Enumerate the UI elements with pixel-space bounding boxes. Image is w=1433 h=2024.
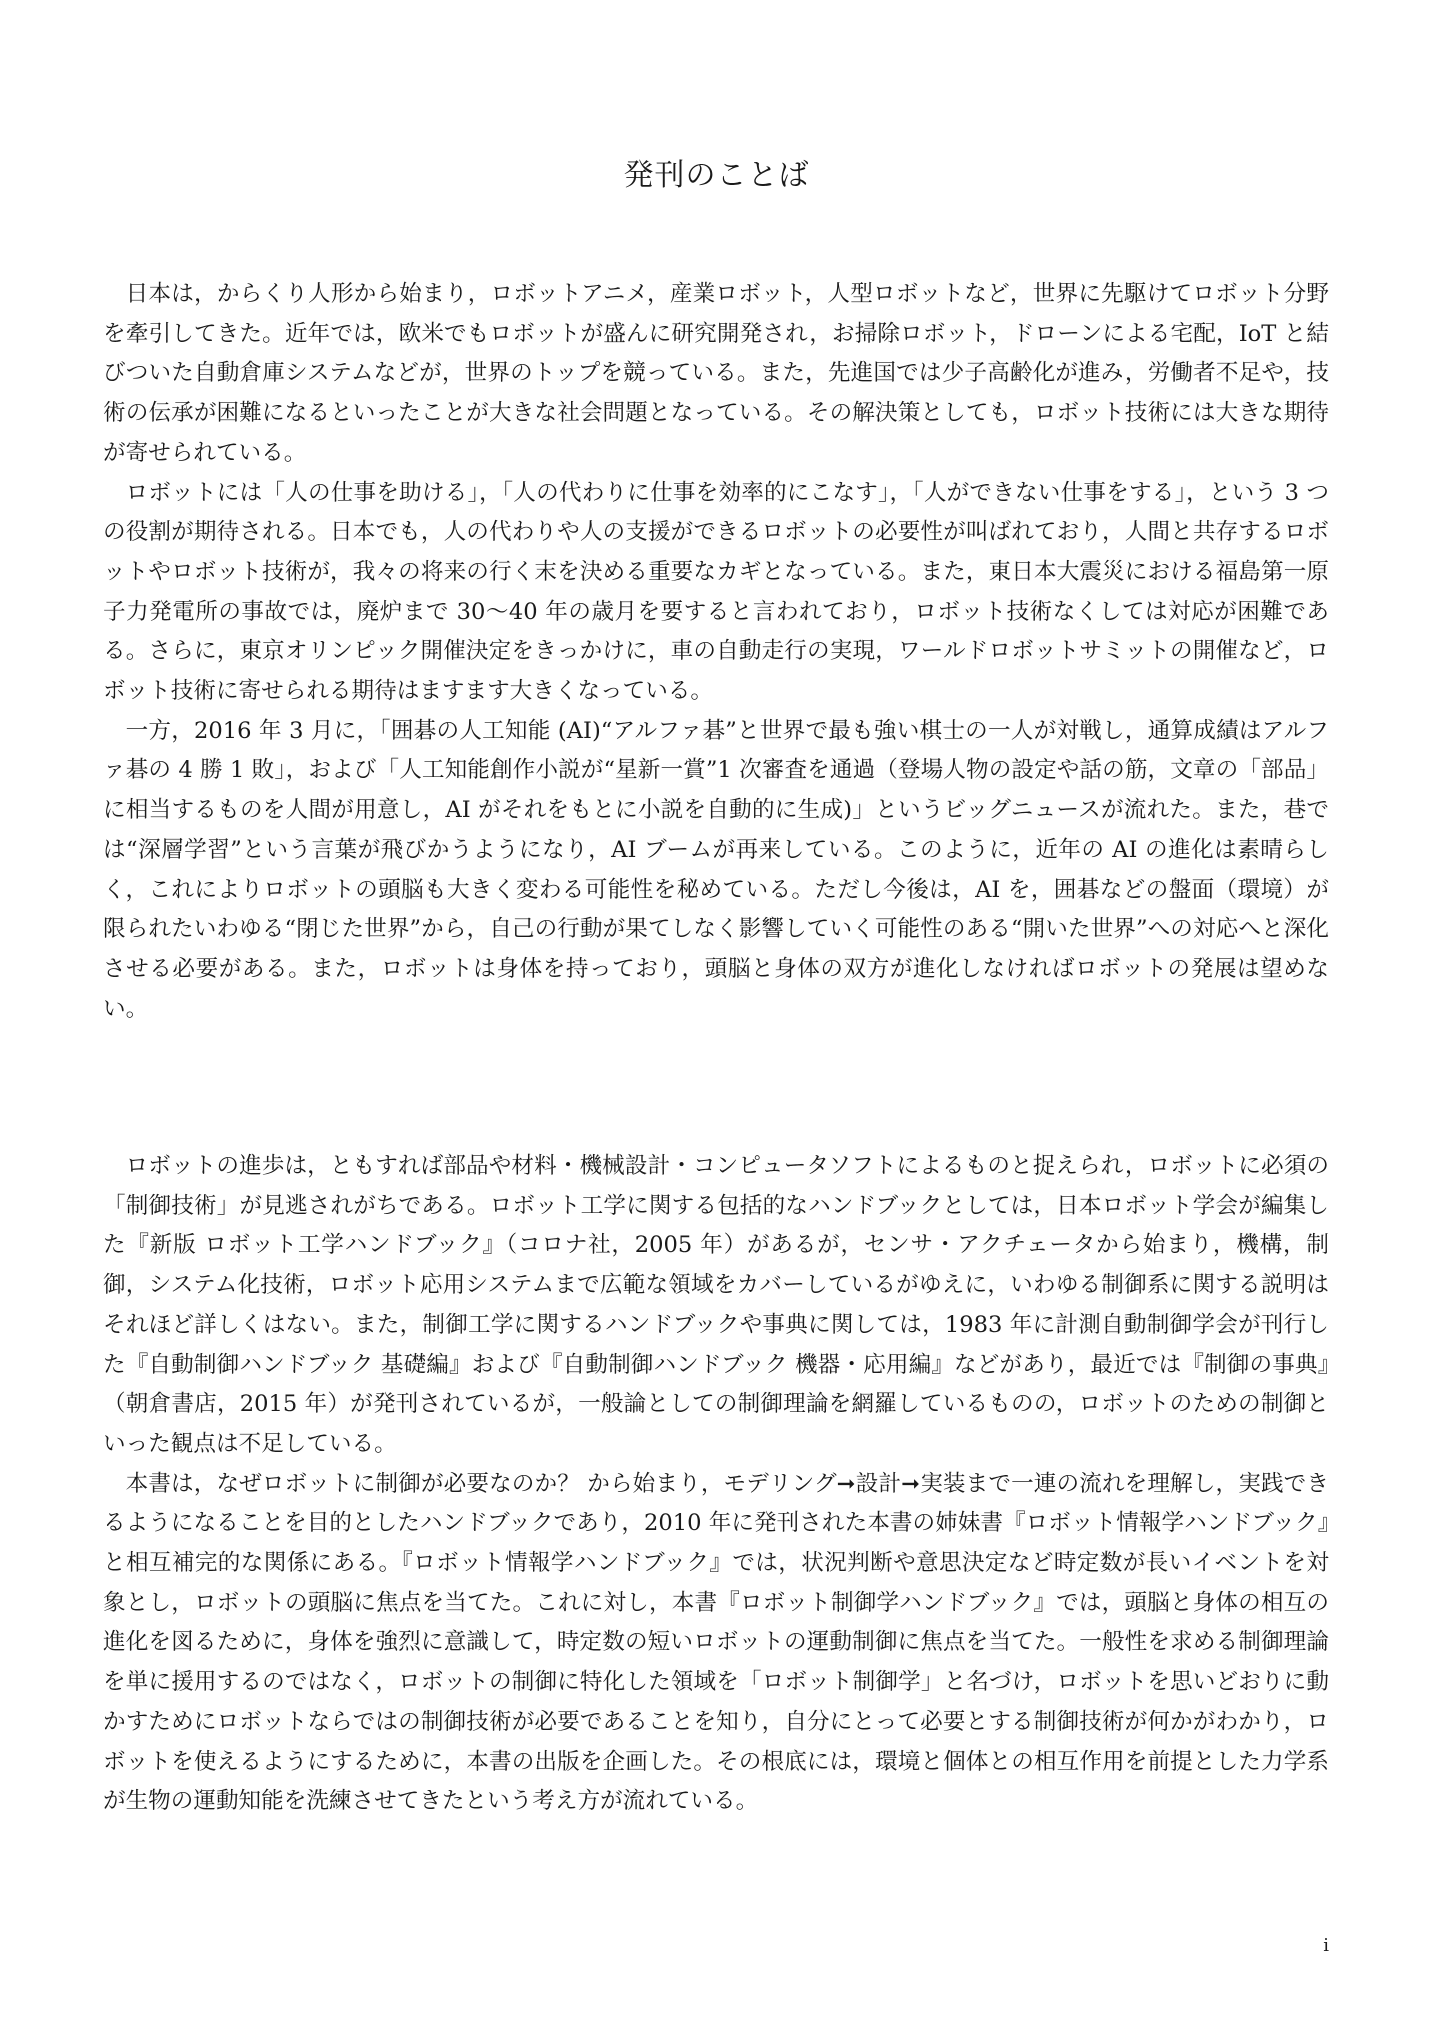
- paragraph-3: 一方，2016 年 3 月に，「囲碁の人工知能 (AI)“アルファ碁”と世界で最も強い棋士の一人が対戦し，通算成績はアルファ碁の 4 勝 1 敗」，および「人工知能創作小説が“星新一賞”1 次審査を通過（登場人物の設定や話の筋，文章の「部品」に相当するものを人間が用意し，AI がそれをもとに小説を自動的に生成)」というビッグニュースが流れた。また，巷では“深層学習”という言葉が飛びかうようになり，AI ブームが再来している。このように，近年の AI の進化は素晴らしく，これによりロボットの頭脳も大きく変わる可能性を秘めている。ただし今後は，AI を，囲碁などの盤面（環境）が限られたいわゆる“閉じた世界”から，自己の行動が果てしなく影響していく可能性のある“開いた世界”への対応へと深化させる必要がある。また，ロボットは身体を持っており，頭脳と身体の双方が進化しなければロボットの発展は望めない。: [103, 717, 1329, 1022]
- body-section-1: [103, 275, 1329, 1029]
- body-section-2: [103, 1147, 1329, 1822]
- page-title: 発刊のことば: [623, 158, 810, 193]
- paragraph-2: ロボットには「人の仕事を助ける」，「人の代わりに仕事を効率的にこなす」，「人ができない仕事をする」，という 3 つの役割が期待される。日本でも，人の代わりや人の支援ができるロボットの必要性が叫ばれており，人間と共存するロボットやロボット技術が，我々の将来の行く末を決める重要なカギとなっている。また，東日本大震災における福島第一原子力発電所の事故では，廃炉まで 30〜40 年の歳月を要すると言われており，ロボット技術なくしては対応が困難である。さらに，東京オリンピック開催決定をきっかけに，車の自動走行の実現，ワールドロボットサミットの開催など，ロボット技術に寄せられる期待はますます大きくなっている。: [103, 479, 1329, 705]
- paragraph-5: 本書は，なぜロボットに制御が必要なのか？ から始まり，モデリング➞設計➞実装まで一連の流れを理解し，実践できるようになることを目的としたハンドブックであり，2010 年に発刊された本書の姉妹書『ロボット情報学ハンドブック』と相互補完的な関係にある。『ロボット情報学ハンドブック』では，状況判断や意思決定など時定数が長いイベントを対象とし，ロボットの頭脳に焦点を当てた。これに対し，本書『ロボット制御学ハンドブック』では，頭脳と身体の相互の進化を図るために，身体を強烈に意識して，時定数の短いロボットの運動制御に焦点を当てた。一般性を求める制御理論を単に援用するのではなく，ロボットの制御に特化した領域を「ロボット制御学」と名づけ，ロボットを思いどおりに動かすためにロボットならではの制御技術が必要であることを知り，自分にとって必要とする制御技術が何かがわかり，ロボットを使えるようにするために，本書の出版を企画した。その根底には，環境と個体との相互作用を前提とした力学系が生物の運動知能を洗練させてきたという考え方が流れている。: [103, 1470, 1329, 1815]
- paragraph-4: ロボットの進歩は，ともすれば部品や材料・機械設計・コンピュータソフトによるものと捉えられ，ロボットに必須の「制御技術」が見逃されがちである。ロボット工学に関する包括的なハンドブックとしては，日本ロボット学会が編集した『新版 ロボット工学ハンドブック』（コロナ社，2005 年）があるが，センサ・アクチェータから始まり，機構，制御，システム化技術，ロボット応用システムまで広範な領域をカバーしているがゆえに，いわゆる制御系に関する説明はそれほど詳しくはない。また，制御工学に関するハンドブックや事典に関しては，1983 年に計測自動制御学会が刊行した『自動制御ハンドブック 基礎編』および『自動制御ハンドブック 機器・応用編』などがあり，最近では『制御の事典』（朝倉書店，2015 年）が発刊されているが，一般論としての制御理論を網羅しているものの，ロボットのための制御といった観点は不足している。: [103, 1153, 1329, 1457]
- paragraph-1: 日本は，からくり人形から始まり，ロボットアニメ，産業ロボット，人型ロボットなど，世界に先駆けてロボット分野を牽引してきた。近年では，欧米でもロボットが盛んに研究開発され，お掃除ロボット，ドローンによる宅配，IoT と結びついた自動倉庫システムなどが，世界のトップを競っている。また，先進国では少子高齢化が進み，労働者不足や，技術の伝承が困難になるといったことが大きな社会問題となっている。その解決策としても，ロボット技術には大きな期待が寄せられている。: [103, 281, 1329, 466]
- page-number: i: [1323, 1935, 1329, 1956]
